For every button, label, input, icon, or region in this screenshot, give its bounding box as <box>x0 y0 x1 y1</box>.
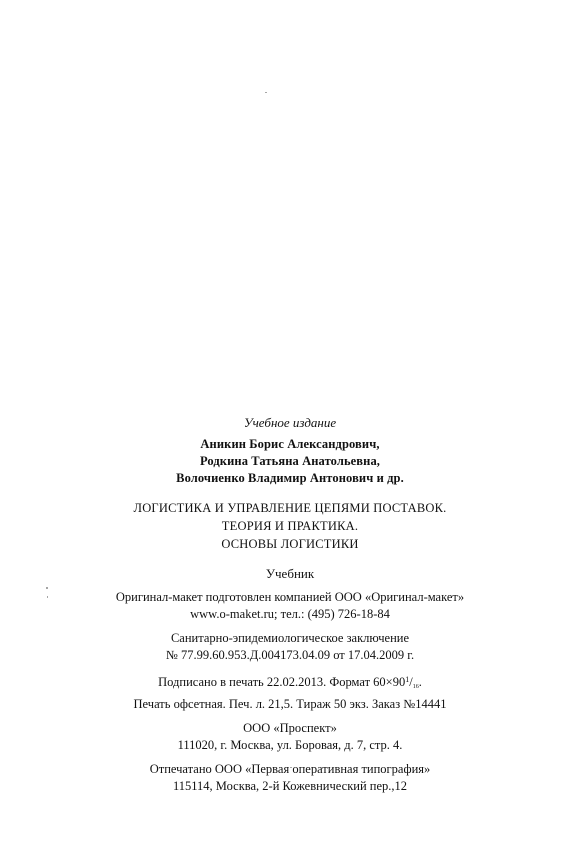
sanitary-title: Санитарно-эпидемиологическое заключение <box>170 631 410 645</box>
layout-info-contacts: www.o-maket.ru; тел.: (495) 726-18-84 <box>190 607 390 621</box>
author-line: Аникин Борис Александрович, <box>200 437 380 451</box>
format-denominator: 16 <box>412 684 419 690</box>
scan-speck <box>46 587 48 589</box>
format-suffix: . <box>418 675 422 689</box>
format-separator: / <box>409 675 413 689</box>
book-title <box>90 499 490 553</box>
author-line: Волочиенко Владимир Антонович и др. <box>176 471 404 485</box>
scan-speck <box>47 596 48 598</box>
printer-address: 115114, Москва, 2-й Кожевнический пер.,12 <box>172 779 408 793</box>
print-details: Печать офсетная. Печ. л. 21,5. Тираж 50 экз. Заказ №14441 <box>133 697 447 711</box>
publisher-name: ООО «Проспект» <box>243 721 337 735</box>
print-signed-line <box>90 671 490 696</box>
book-type: Учебник <box>265 566 315 581</box>
format-numerator: 1 <box>405 675 410 684</box>
sanitary-number: № 77.99.60.953.Д.004173.04.09 от 17.04.2009 г. <box>165 648 415 662</box>
imprint-block <box>90 414 490 802</box>
sanitary-conclusion <box>90 630 490 664</box>
scan-speck <box>265 92 267 93</box>
subtitle-line: ОСНОВЫ ЛОГИСТИКИ <box>221 537 359 551</box>
layout-info-line: Оригинал-макет подготовлен компанией ООО «Оригинал-макет» <box>115 590 465 604</box>
printer-name: Отпечатано ООО «Первая оперативная типография» <box>149 762 431 776</box>
printer-info <box>90 761 490 795</box>
edition-type: Учебное издание <box>243 415 337 430</box>
print-signed-text: Подписано в печать 22.02.2013. Формат 60×90 <box>158 675 406 689</box>
authors <box>90 436 490 487</box>
print-info <box>90 671 490 713</box>
title-line: ТЕОРИЯ И ПРАКТИКА. <box>221 519 359 533</box>
title-line: ЛОГИСТИКА И УПРАВЛЕНИЕ ЦЕПЯМИ ПОСТАВОК. <box>133 501 447 515</box>
layout-info <box>90 589 490 623</box>
author-line: Родкина Татьяна Анатольевна, <box>199 454 381 468</box>
publisher-info <box>90 720 490 754</box>
publisher-address: 111020, г. Москва, ул. Боровая, д. 7, стр. 4. <box>177 738 403 752</box>
